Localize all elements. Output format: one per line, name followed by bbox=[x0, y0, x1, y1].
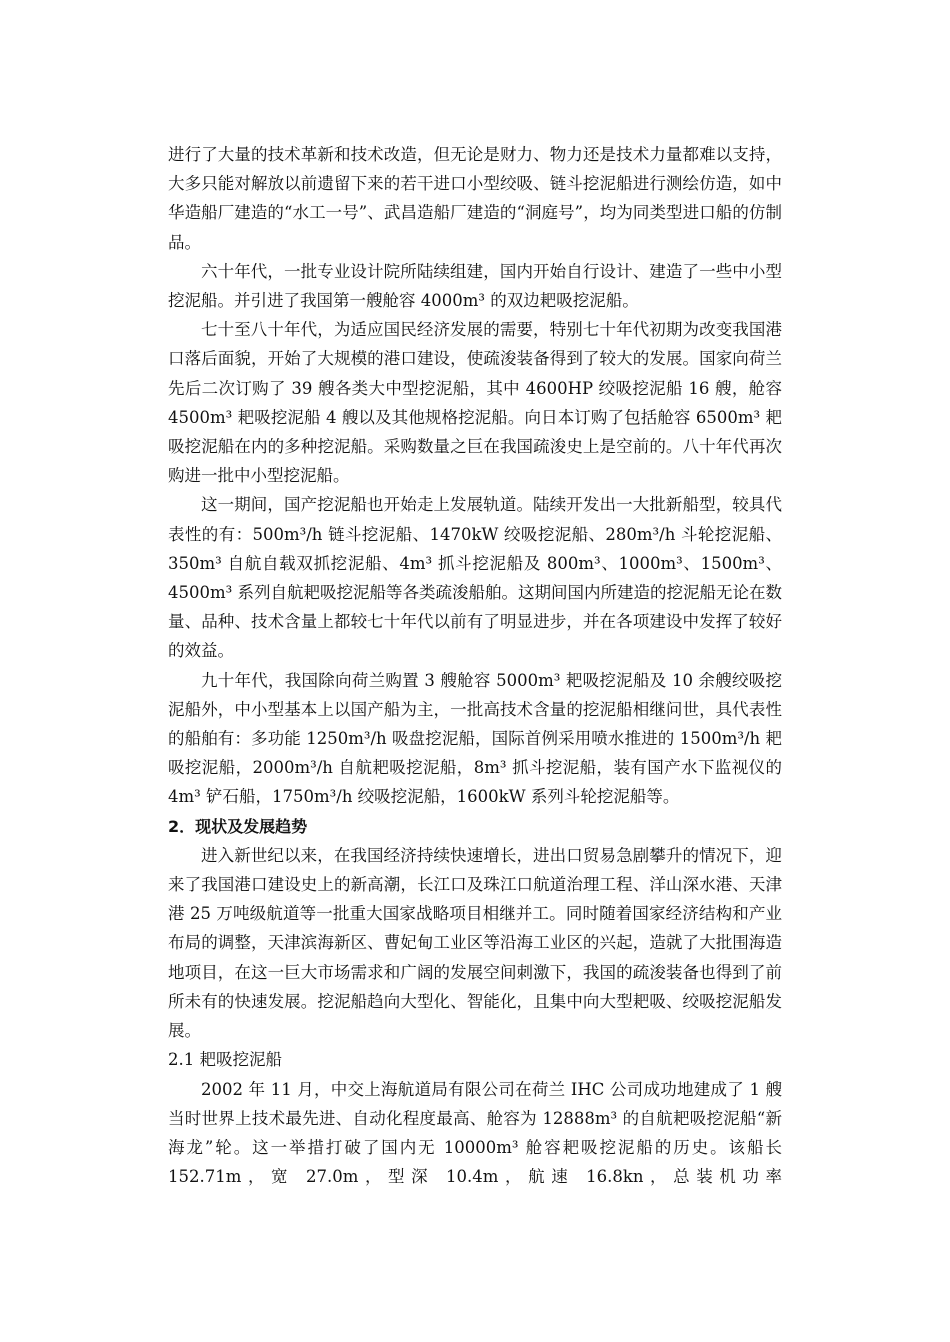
section-heading-status-trends: 2．现状及发展趋势 bbox=[168, 816, 308, 836]
paragraph-new-century: 进入新世纪以来，在我国经济持续快速增长，进出口贸易急剧攀升的情况下，迎来了我国港口建设史上的新高潮，长江口及珠江口航道治理工程、洋山深水港、天津港 25 万吨级航道等一批重大国家战略项目相继并工。同时随着国家经济结构和产业布局的调整，天津滨海新区、曹妃甸工业区等沿海工业区的兴起，造就了大批围海造地项目，在这一巨大市场需求和广阔的发展空间刺激下，我国的疏浚装备也得到了前所未有的快速发展。挖泥船趋向大型化、智能化，且集中向大型耙吸、绞吸挖泥船发展。 bbox=[168, 845, 782, 1041]
paragraph-seventies-eighties: 七十至八十年代，为适应国民经济发展的需要，特别七十年代初期为改变我国港口落后面貌，开始了大规模的港口建设，使疏浚装备得到了较大的发展。国家向荷兰先后二次订购了 39 艘各类大中型挖泥船，其中 4600HP 绞吸挖泥船 16 艘，舱容 4500m³ 耙吸挖泥船 4 艘以及其他规格挖泥船。向日本订购了包括舱容 6500m³ 耙吸挖泥船在内的多种挖泥船。采购数量之巨在我国疏浚史上是空前的。八十年代再次购进一批中小型挖泥船。 bbox=[168, 320, 782, 486]
paragraph-sixties: 六十年代，一批专业设计院所陆续组建，国内开始自行设计、建造了一些中小型挖泥船。并引进了我国第一艘舱容 4000m³ 的双边耙吸挖泥船。 bbox=[168, 261, 782, 311]
paragraph-nineties: 九十年代，我国除向荷兰购置 3 艘舱容 5000m³ 耙吸挖泥船及 10 余艘绞吸挖泥船外，中小型基本上以国产船为主，一批高技术含量的挖泥船相继问世，具代表性的船舶有：多功能 1250m³/h 吸盘挖泥船，国际首例采用喷水推进的 1500m³/h 耙吸挖泥船，2000m³/h 自航耙吸挖泥船，8m³ 抓斗挖泥船，装有国产水下监视仪的 4m³ 铲石船，1750m³/h 绞吸挖泥船，1600kW 系列斗轮挖泥船等。 bbox=[168, 670, 782, 807]
paragraph-xinhailong: 2002 年 11 月，中交上海航道局有限公司在荷兰 IHC 公司成功地建成了 1 艘当时世界上技术最先进、自动化程度最高、舱容为 12888m³ 的自航耙吸挖泥船“新海龙”轮。这一举措打破了国内无 10000m³ 舱容耙吸挖泥船的历史。该船长 152.71m，宽 27.0m，型深 10.4m，航速 16.8kn，总装机功率 bbox=[168, 1079, 782, 1187]
paragraph-continued: 进行了大量的技术革新和技术改造，但无论是财力、物力还是技术力量都难以支持，大多只能对解放以前遗留下来的若干进口小型绞吸、链斗挖泥船进行测绘仿造，如中华造船厂建造的“水工一号”、武昌造船厂建造的“洞庭号”，均为同类型进口船的仿制品。 bbox=[168, 145, 782, 252]
subsection-heading-trailing-suction: 2.1 耙吸挖泥船 bbox=[168, 1050, 282, 1070]
document-page bbox=[168, 140, 782, 1191]
paragraph-domestic-dredgers: 这一期间，国产挖泥船也开始走上发展轨道。陆续开发出一大批新船型，较具代表性的有：500m³/h 链斗挖泥船、1470kW 绞吸挖泥船、280m³/h 斗轮挖泥船、350m³ 自航自载双抓挖泥船、4m³ 抓斗挖泥船及 800m³、1000m³、1500m³、4500m³ 系列自航耙吸挖泥船等各类疏浚船舶。这期间国内所建造的挖泥船无论在数量、品种、技术含量上都较七十年代以前有了明显进步，并在各项建设中发挥了较好的效益。 bbox=[168, 495, 782, 661]
